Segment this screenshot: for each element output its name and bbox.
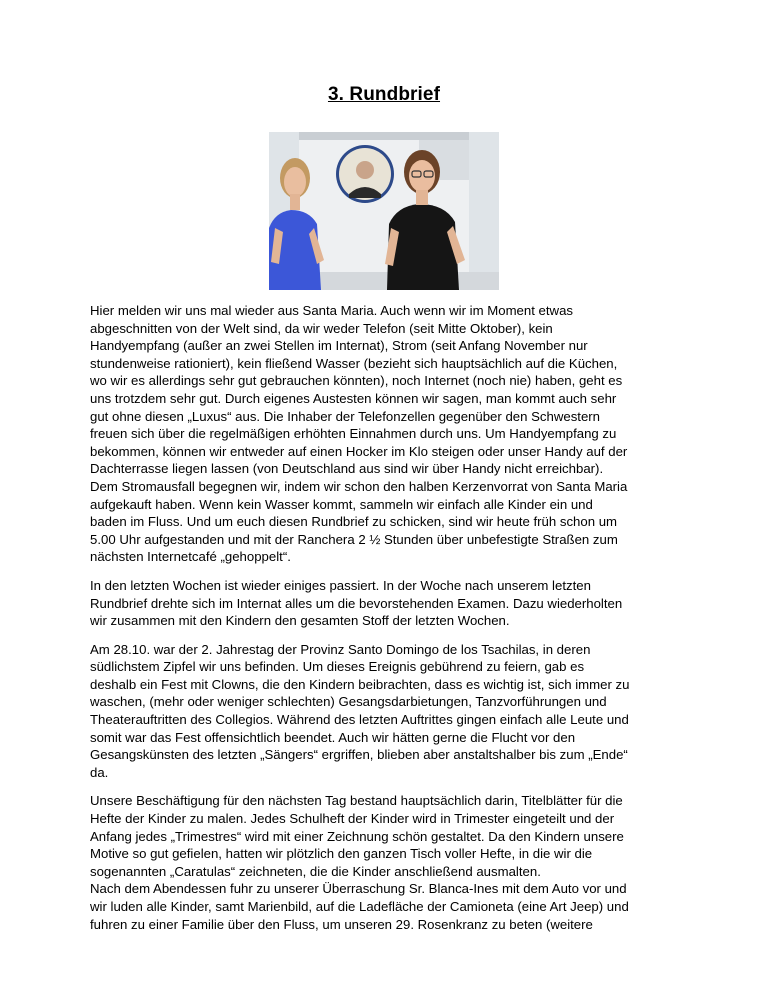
text-line: somit war das Fest offensichtlich beendet. Auch wir hätten gerne die Flucht vor den — [90, 729, 576, 745]
text-line: nächsten Internetcafé „gehoppelt“. — [90, 549, 291, 565]
text-line: Gesangskünsten des letzten „Sängers“ ergriffen, blieben aber anstaltshalber bis zum „Ende“ — [90, 747, 628, 763]
text-line: deshalb ein Fest mit Clowns, die den Kindern beibrachten, dass es wichtig ist, sich immer zu — [90, 676, 630, 692]
text-line: wir zusammen mit den Kindern den gesamten Stoff der letzten Wochen. — [90, 613, 510, 629]
text-line: Hefte der Kinder zu malen. Jedes Schulheft der Kinder wird in Trimester eingeteilt und der — [90, 811, 615, 827]
text-line: Anfang jedes „Trimestres“ wird mit einer Zeichnung schön gestaltet. Da den Kindern unsere — [90, 828, 624, 844]
text-line: 5.00 Uhr aufgestanden und mit der Ranchera 2 ½ Stunden über unbefestigte Straßen zum — [90, 531, 618, 547]
paragraph-intro — [90, 302, 686, 566]
text-line: sogenannten „Caratulas“ zeichneten, die die Kinder anschließend ausmalten. — [90, 863, 541, 879]
paragraph-exams — [90, 577, 686, 630]
text-line: Dachterrasse liegen lassen (von Deutschland aus sind wir über Handy nicht erreichbar). — [90, 461, 604, 477]
photo-two-women — [269, 132, 499, 290]
text-line: gut ohne diesen „Luxus“ aus. Die Inhaber der Telefonzellen gegenüber den Schwestern — [90, 408, 601, 424]
text-line: Handyempfang (außer an zwei Stellen im Internat), Strom (seit Anfang November nur — [90, 338, 588, 354]
text-line: fuhren zu einer Familie über den Fluss, um unseren 29. Rosenkranz zu beten (weitere — [90, 916, 593, 932]
text-line: da. — [90, 764, 109, 780]
text-line: Nach dem Abendessen fuhr zu unserer Überraschung Sr. Blanca-Ines mit dem Auto vor und — [90, 881, 627, 897]
paragraph-anniversary — [90, 641, 686, 782]
text-line: wir luden alle Kinder, samt Marienbild, auf die Ladefläche der Camioneta (eine Art Jeep) und — [90, 899, 629, 914]
text-line: abgeschnitten von der Welt sind, da wir weder Telefon (seit Mitte Oktober), kein — [90, 320, 553, 336]
text-line: waschen, (mehr oder weniger schlechten) Gesangsdarbietungen, Tanzvorführungen und — [90, 694, 607, 710]
text-line: Am 28.10. war der 2. Jahrestag der Provinz Santo Domingo de los Tsachilas, in deren — [90, 641, 591, 657]
text-line: Dem Stromausfall begegnen wir, indem wir schon den halben Kerzenvorrat von Santa Maria — [90, 478, 628, 494]
text-line: Theaterauftritten des Collegios. Während des letzten Auftrittes gingen einfach alle Leute und — [90, 712, 629, 728]
text-line: uns trotzdem sehr gut. Durch eigenes Austesten können wir sagen, man kommt auch sehr — [90, 390, 617, 406]
text-line: baden im Fluss. Und um euch diesen Rundbrief zu schicken, sind wir heute früh schon um — [90, 514, 618, 530]
text-line: Rundbrief drehte sich im Internat alles um die bevorstehenden Examen. Dazu wiederholten — [90, 595, 623, 611]
text-line: Hier melden wir uns mal wieder aus Santa Maria. Auch wenn wir im Moment etwas — [90, 303, 573, 318]
text-line: wo wir es allerdings sehr gut gebrauchen könnten), noch Internet (noch nie) haben, geht es — [90, 373, 623, 389]
text-line: aufgekauft haben. Wenn kein Wasser kommt, sammeln wir einfach alle Kinder ein und — [90, 496, 593, 512]
page-title: 3. Rundbrief — [327, 84, 441, 105]
text-line: bekommen, können wir entweder auf einen Hocker im Klo steigen oder unser Handy auf der — [90, 443, 628, 459]
text-line: Unsere Beschäftigung für den nächsten Tag bestand hauptsächlich darin, Titelblätter für die — [90, 793, 623, 809]
text-line: Motive so gut gefielen, hatten wir plötzlich den ganzen Tisch voller Hefte, in die wir die — [90, 846, 593, 862]
text-line: In den letzten Wochen ist wieder einiges passiert. In der Woche nach unserem letzten — [90, 577, 591, 593]
paragraph-caratulas — [90, 792, 686, 933]
text-line: stundenweise rationiert), kein fließend Wasser (bezieht sich hauptsächlich auf die Küchen, — [90, 355, 618, 371]
letter-body — [90, 302, 686, 944]
text-line: südlichstem Zipfel wir uns befinden. Um dieses Ereignis gebührend zu feiern, gab es — [90, 659, 585, 675]
text-line: freuen sich über die regelmäßigen erhöhten Einnahmen durch uns. Um Handyempfang zu — [90, 426, 617, 442]
